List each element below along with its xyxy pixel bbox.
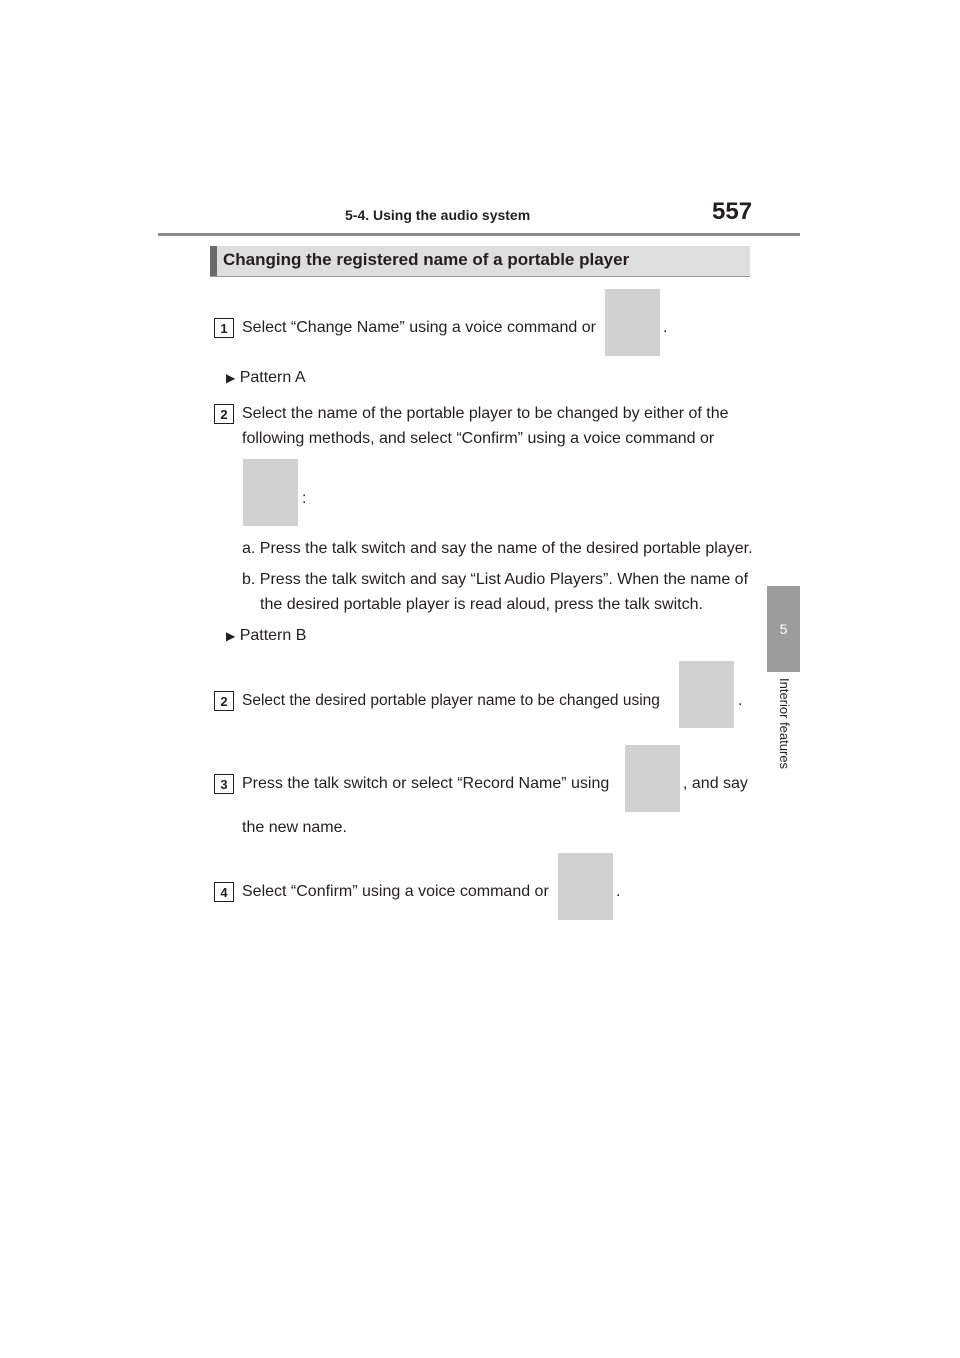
step-number-4: 4 [214,882,234,902]
section-heading-rule [210,276,750,277]
step-number-2b: 2 [214,691,234,711]
triangle-right-icon: ▶ [226,371,236,385]
pattern-b-label: ▶ Pattern B [226,627,307,644]
step-4-tail: . [616,883,621,900]
header-section-title: 5-4. Using the audio system [345,207,531,223]
step-2a-option-b-line1: b. Press the talk switch and say “List Audio Players”. When the name of [242,571,749,588]
step-number-3: 3 [214,774,234,794]
chapter-number: 5 [779,621,788,637]
screen-button-image [625,745,680,812]
screen-button-image [243,459,298,526]
step-4-text: Select “Confirm” using a voice command or [242,883,549,900]
pattern-a-label: ▶ Pattern A [226,369,306,386]
step-1-text: Select “Change Name” using a voice command or [242,319,596,336]
step-2a-line2: following methods, and select “Confirm” using a voice command or [242,430,715,447]
step-2a-tail: : [302,490,307,507]
chapter-tab [767,586,800,672]
step-3-line2: the new name. [242,819,347,836]
step-1-tail: . [663,319,668,336]
chapter-label: Interior features [777,678,792,770]
screen-button-image [679,661,734,728]
screen-button-image [558,853,613,920]
step-2b-tail: . [738,692,743,709]
triangle-right-icon: ▶ [226,629,236,643]
step-number-2a: 2 [214,404,234,424]
step-number-1: 1 [214,318,234,338]
page-number: 557 [712,198,753,225]
screen-button-image [605,289,660,356]
header-divider [158,233,800,236]
step-2b-text: Select the desired portable player name to be changed using [242,692,660,709]
step-2a-option-b-line2: the desired portable player is read aloud, press the talk switch. [260,596,703,613]
section-title: Changing the registered name of a portable player [223,250,630,269]
step-3-text: Press the talk switch or select “Record Name” using [242,775,610,792]
step-3-tail: , and say [683,775,748,792]
step-2a-line1: Select the name of the portable player to be changed by either of the [242,405,729,422]
step-2a-option-a: a. Press the talk switch and say the name of the desired portable player. [242,540,753,557]
